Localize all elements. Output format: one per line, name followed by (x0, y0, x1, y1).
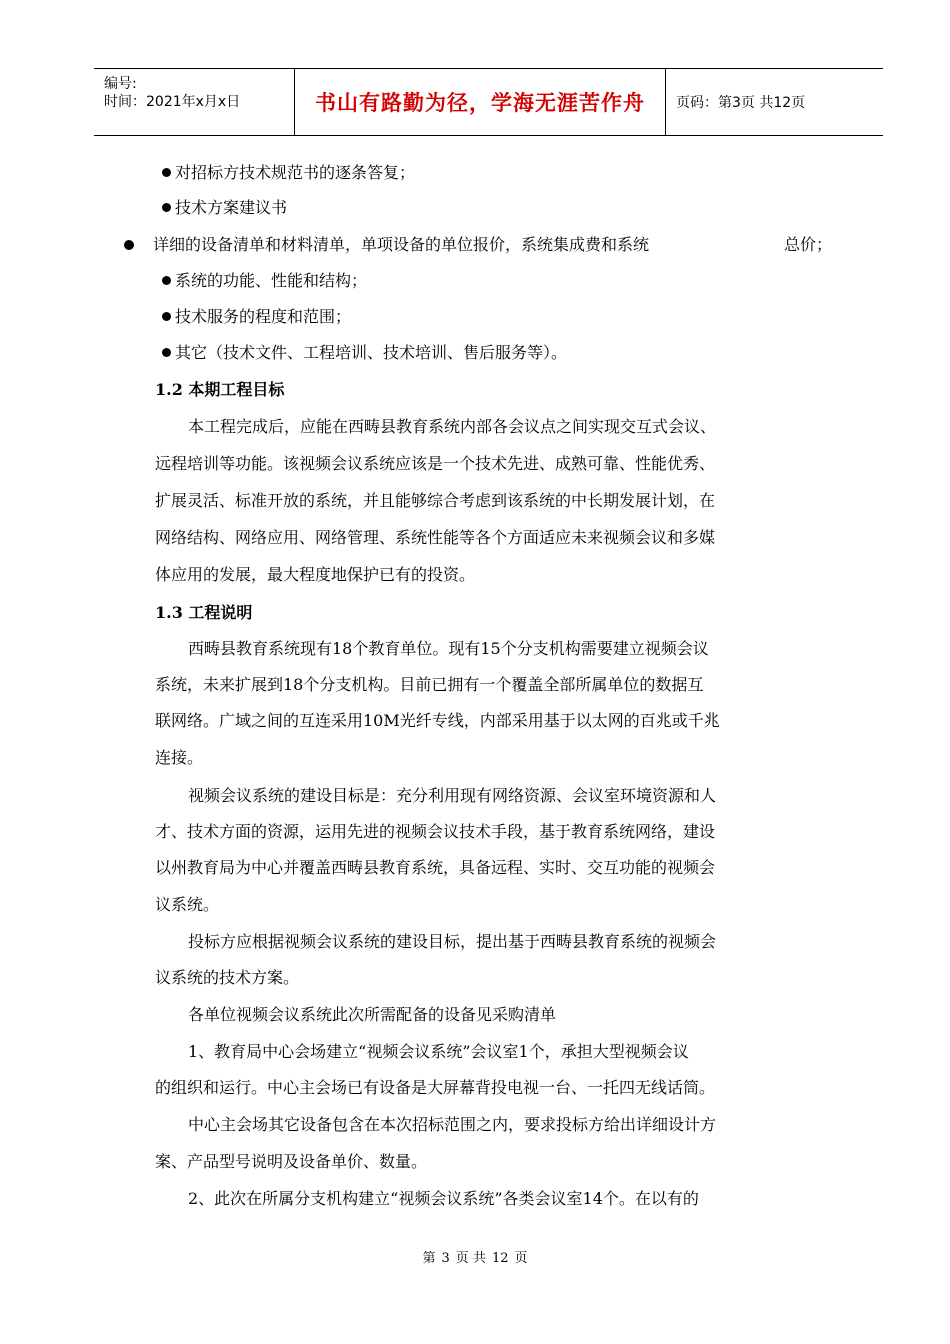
paragraph-line: 议系统。 (155, 895, 220, 914)
bullet-large-tail: 总价； (784, 235, 833, 254)
bullet-item: 技术方案建议书 (162, 198, 287, 218)
paragraph-line: 以州教育局为中心并覆盖西畴县教育系统，具备远程、实时、交互功能的视频会 (155, 858, 716, 877)
paragraph-line: 2、此次在所属分支机构建立“视频会议系统”各类会议室14个。在以有的 (188, 1189, 699, 1208)
section-heading: 1.3 工程说明 (155, 603, 253, 622)
paragraph-line: 西畴县教育系统现有18个教育单位。现有15个分支机构需要建立视频会议 (188, 639, 709, 658)
footer-mid: 页 共 (455, 1251, 486, 1266)
document-time-label: 时间：2021年x月x日 (104, 94, 241, 110)
page-header (94, 68, 883, 136)
bullet-dot-icon (162, 312, 171, 321)
paragraph-line: 案、产品型号说明及设备单价、数量。 (155, 1152, 428, 1171)
paragraph-line: 连接。 (155, 748, 204, 767)
footer-suffix: 页 (514, 1251, 528, 1266)
paragraph-line: 远程培训等功能。该视频会议系统应该是一个技术先进、成熟可靠、性能优秀、 (155, 454, 716, 473)
bullet-dot-icon (162, 168, 171, 177)
paragraph-line: 议系统的技术方案。 (155, 968, 300, 987)
footer-prefix: 第 (422, 1251, 436, 1266)
footer-total-pages: 12 (491, 1251, 509, 1266)
bullet-dot-icon (162, 276, 171, 285)
bullet-item: 系统的功能、性能和结构； (162, 271, 367, 291)
paragraph-line: 中心主会场其它设备包含在本次招标范围之内，要求投标方给出详细设计方 (188, 1115, 717, 1134)
bullet-dot-icon (162, 348, 171, 357)
paragraph-line: 体应用的发展，最大程度地保护已有的投资。 (155, 565, 476, 584)
section-heading: 1.2 本期工程目标 (155, 380, 285, 399)
bullet-item: 其它（技术文件、工程培训、技术培训、售后服务等）。 (162, 343, 567, 363)
paragraph-line: 网络结构、网络应用、网络管理、系统性能等各个方面适应未来视频会议和多媒 (155, 528, 716, 547)
bullet-large-text: 详细的设备清单和材料清单，单项设备的单位报价，系统集成费和系统 (153, 235, 650, 254)
header-left-cell (94, 69, 295, 135)
page-footer (0, 1247, 950, 1266)
bullet-item: 对招标方技术规范书的逐条答复； (162, 163, 415, 183)
paragraph-line: 1、教育局中心会场建立“视频会议系统”会议室1个，承担大型视频会议 (188, 1042, 689, 1061)
paragraph-line: 的组织和运行。中心主会场已有设备是大屏幕背投电视一台、一托四无线话筒。 (155, 1078, 716, 1097)
paragraph-line: 视频会议系统的建设目标是：充分利用现有网络资源、会议室环境资源和人 (188, 786, 717, 805)
paragraph-line: 投标方应根据视频会议系统的建设目标，提出基于西畴县教育系统的视频会 (188, 932, 717, 951)
bullet-item: 技术服务的程度和范围； (162, 307, 351, 327)
paragraph-line: 各单位视频会议系统此次所需配备的设备见采购清单 (188, 1005, 557, 1024)
document-number-label: 编号: (104, 76, 137, 92)
paragraph-line: 联网络。广域之间的互连采用10M光纤专线，内部采用基于以太网的百兆或千兆 (155, 711, 720, 730)
paragraph-line: 系统，未来扩展到18个分支机构。目前已拥有一个覆盖全部所属单位的数据互 (155, 675, 704, 694)
paragraph-line: 扩展灵活、标准开放的系统，并且能够综合考虑到该系统的中长期发展计划，在 (155, 491, 716, 510)
header-motto-cell (295, 69, 666, 135)
header-page-label: 页码：第3页 共12页 (676, 95, 806, 111)
footer-page-number: 3 (441, 1251, 450, 1266)
paragraph-line: 才、技术方面的资源，运用先进的视频会议技术手段，基于教育系统网络，建设 (155, 822, 716, 841)
header-motto: 书山有路勤为径，学海无涯苦作舟 (315, 91, 645, 115)
paragraph-line: 本工程完成后，应能在西畴县教育系统内部各会议点之间实现交互式会议、 (188, 417, 717, 436)
bullet-large-dot-icon (124, 240, 134, 250)
header-page-cell (666, 69, 883, 135)
bullet-dot-icon (162, 203, 171, 212)
